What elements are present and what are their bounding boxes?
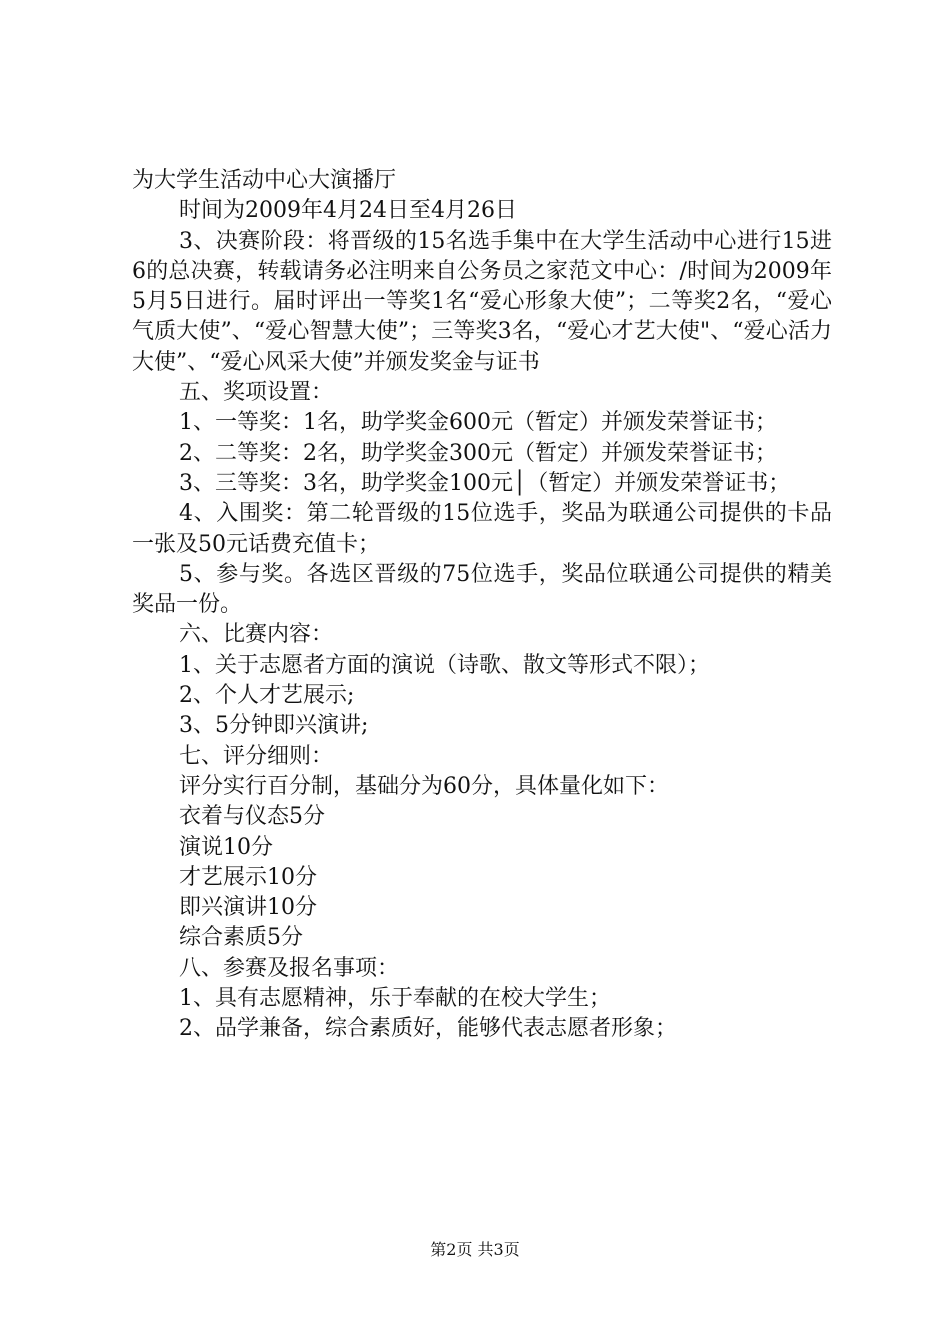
paragraph-final-stage: 3、决赛阶段：将晋级的15名选手集中在大学生活动中心进行15进6的总决赛，转载请务必注明来自公务员之家范文中心：/时间为2009年5月5日进行。届时评出一等奖1名“爱心形象大使”；二等奖2名，“爱心气质大使”、“爱心智慧大使”；三等奖3名，“爱心才艺大使"、“爱心活力大使”、“爱心风采大使”并颁发奖金与证书 bbox=[132, 228, 832, 375]
section-heading-awards: 五、奖项设置： bbox=[179, 380, 334, 406]
scoring-intro: 评分实行百分制，基础分为60分，具体量化如下： bbox=[179, 773, 669, 799]
registration-item-character: 2、品学兼备，综合素质好，能够代表志愿者形象； bbox=[179, 1016, 677, 1042]
section-heading-registration: 八、参赛及报名事项： bbox=[179, 955, 400, 981]
page-footer: 第2页 共3页 bbox=[430, 1240, 520, 1259]
section-heading-scoring: 七、评分细则： bbox=[179, 743, 334, 769]
award-third-prize: 3、三等奖：3名，助学奖金100元│（暂定）并颁发荣誉证书； bbox=[179, 470, 791, 496]
paragraph-time: 时间为2009年4月24日至4月26日 bbox=[179, 198, 517, 224]
scoring-item-impromptu: 即兴演讲10分 bbox=[179, 895, 317, 921]
scoring-item-talent: 才艺展示10分 bbox=[179, 864, 317, 890]
content-item-speech: 1、关于志愿者方面的演说（诗歌、散文等形式不限）； bbox=[179, 652, 710, 678]
content-item-talent: 2、个人才艺展示; bbox=[179, 683, 355, 709]
scoring-item-appearance: 衣着与仪态5分 bbox=[179, 804, 325, 830]
paragraph-venue: 为大学生活动中心大演播厅 bbox=[132, 168, 397, 193]
registration-item-volunteer: 1、具有志愿精神，乐于奉献的在校大学生； bbox=[179, 986, 611, 1012]
section-heading-content: 六、比赛内容： bbox=[179, 622, 334, 648]
scoring-item-overall: 综合素质5分 bbox=[179, 925, 303, 951]
document-body bbox=[132, 166, 832, 1045]
content-item-impromptu: 3、5分钟即兴演讲; bbox=[179, 713, 369, 739]
award-second-prize: 2、二等奖：2名，助学奖金300元（暂定）并颁发荣誉证书； bbox=[179, 440, 777, 466]
award-participation: 5、参与奖。各选区晋级的75位选手，奖品位联通公司提供的精美奖品一份。 bbox=[132, 561, 832, 618]
award-first-prize: 1、一等奖：1名，助学奖金600元（暂定）并颁发荣誉证书； bbox=[179, 410, 777, 436]
scoring-item-speech: 演说10分 bbox=[179, 834, 273, 860]
award-finalist: 4、入围奖：第二轮晋级的15位选手，奖品为联通公司提供的卡品一张及50元话费充值卡； bbox=[132, 501, 832, 557]
